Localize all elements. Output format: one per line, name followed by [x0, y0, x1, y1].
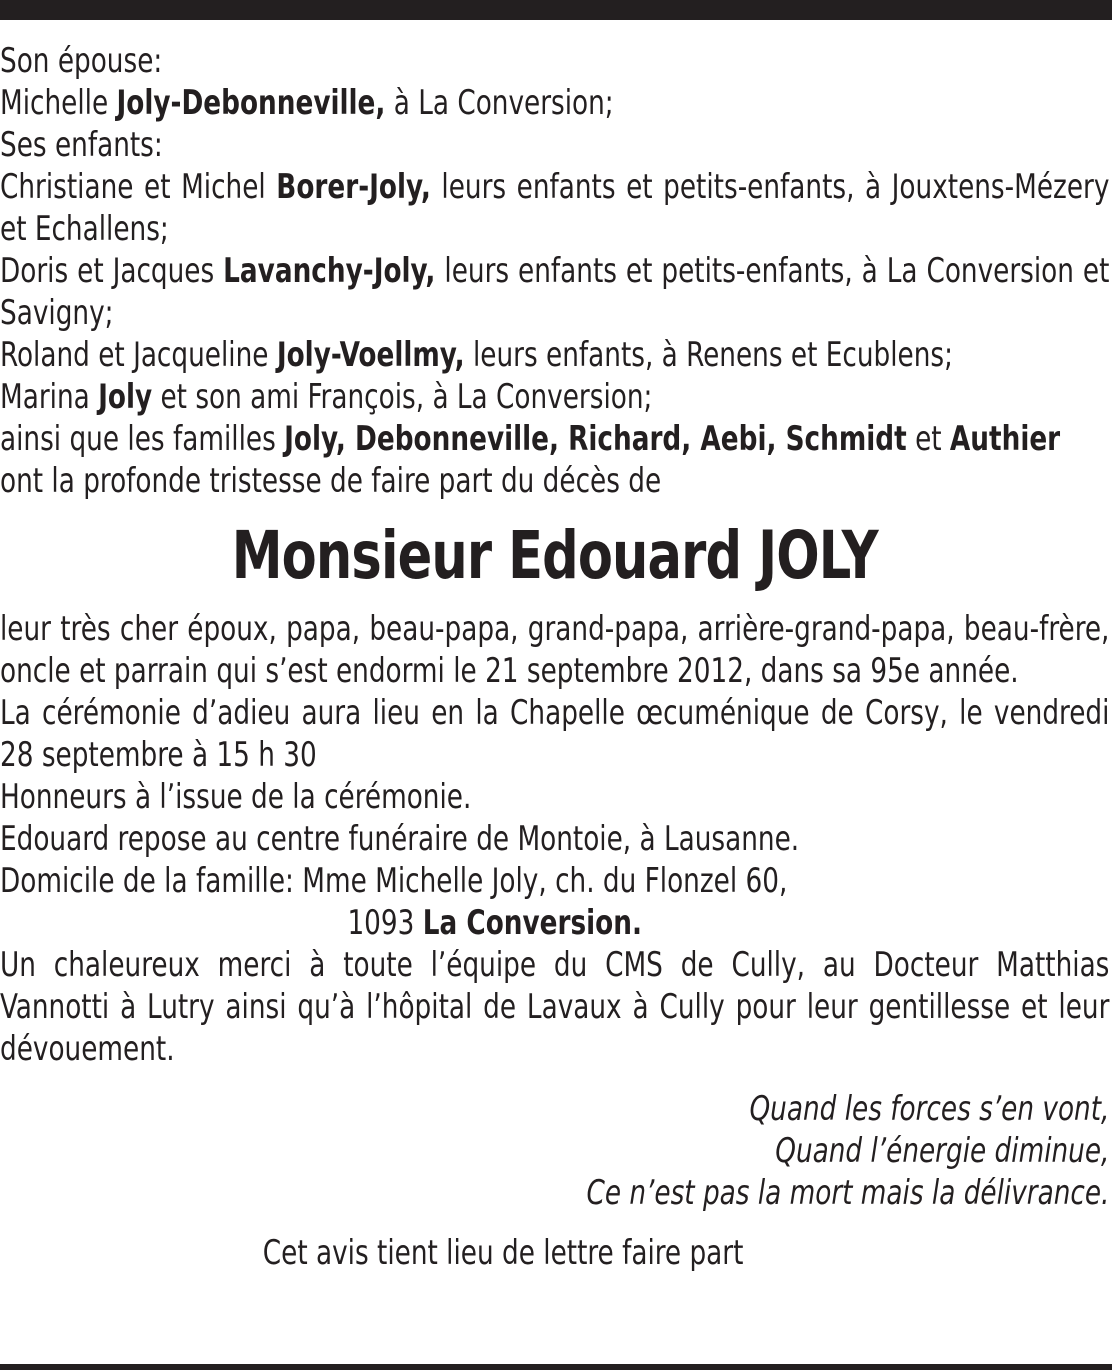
poem-line: Quand l’énergie diminue, — [775, 1131, 1110, 1171]
child-details: leurs enfants, à Renens et Ecublens; — [472, 335, 953, 375]
poem — [0, 1088, 1109, 1214]
child-details: leurs enfants et petits-enfants, à La Conversion et Savigny; — [0, 251, 1110, 333]
announcement-line: ont la profonde tristesse de faire part du décès de — [0, 461, 662, 501]
spouse-location: à La Conversion; — [393, 83, 614, 123]
deceased-name: Monsieur Edouard JOLY — [231, 517, 878, 594]
footer-note: Cet avis tient lieu de lettre faire part — [262, 1233, 744, 1273]
ceremony-paragraph: La cérémonie d’adieu aura lieu en la Chapelle œcuménique de Corsy, le vendredi 28 septembre à 15 h 30 — [0, 693, 1110, 775]
postcode: 1093 — [347, 903, 415, 943]
families-names: Joly, Debonneville, Richard, Aebi, Schmidt — [284, 419, 907, 459]
child-names: Doris et Jacques — [0, 251, 215, 291]
child-names: Roland et Jacqueline — [0, 335, 269, 375]
child-surname: Borer-Joly, — [276, 167, 431, 207]
relation-paragraph: leur très cher époux, papa, beau-papa, grand-papa, arrière-grand-papa, beau-frère, oncle et parrain qui s’est endormi le 21 septembre 2012, dans sa 95e année. — [0, 609, 1110, 691]
child-entry — [0, 376, 1109, 418]
child-names: Christiane et Michel — [0, 167, 266, 207]
postcode-line — [0, 902, 1109, 944]
domicile-line: Domicile de la famille: Mme Michelle Joly, ch. du Flonzel 60, — [0, 861, 788, 901]
rests-line: Edouard repose au centre funéraire de Montoie, à Lausanne. — [0, 819, 800, 859]
children-label: Ses enfants: — [0, 125, 163, 165]
top-rule — [0, 0, 1112, 20]
poem-line: Quand les forces s’en vont, — [749, 1089, 1110, 1129]
child-surname: Joly — [98, 377, 153, 417]
obituary-notice — [0, 40, 1110, 1274]
child-entry — [0, 250, 1109, 334]
child-names: Marina — [0, 377, 90, 417]
thanks-paragraph: Un chaleureux merci à toute l’équipe du CMS de Cully, au Docteur Matthias Vannotti à Lutry ainsi qu’à l’hôpital de Lavaux à Cully pour leur gentillesse et leur dévouement. — [0, 945, 1110, 1069]
bottom-rule — [0, 1364, 1112, 1370]
families-last: Authier — [949, 419, 1061, 459]
poem-line: Ce n’est pas la mort mais la délivrance. — [586, 1173, 1110, 1213]
spouse-first-name: Michelle — [0, 83, 109, 123]
families-line — [0, 418, 1109, 460]
town: La Conversion. — [422, 903, 642, 943]
spouse-line — [0, 82, 1109, 124]
spouse-label: Son épouse: — [0, 41, 163, 81]
child-entry — [0, 334, 1109, 376]
child-details: et son ami François, à La Conversion; — [160, 377, 653, 417]
families-prefix: ainsi que les familles — [0, 419, 276, 459]
spouse-surname: Joly-Debonneville, — [116, 83, 386, 123]
honours-line: Honneurs à l’issue de la cérémonie. — [0, 777, 472, 817]
child-surname: Joly-Voellmy, — [276, 335, 465, 375]
child-surname: Lavanchy-Joly, — [223, 251, 436, 291]
child-entry — [0, 166, 1109, 250]
families-and: et — [915, 419, 942, 459]
child-details: leurs enfants et petits-enfants, à Jouxtens-Mézery et Echallens; — [0, 167, 1110, 249]
